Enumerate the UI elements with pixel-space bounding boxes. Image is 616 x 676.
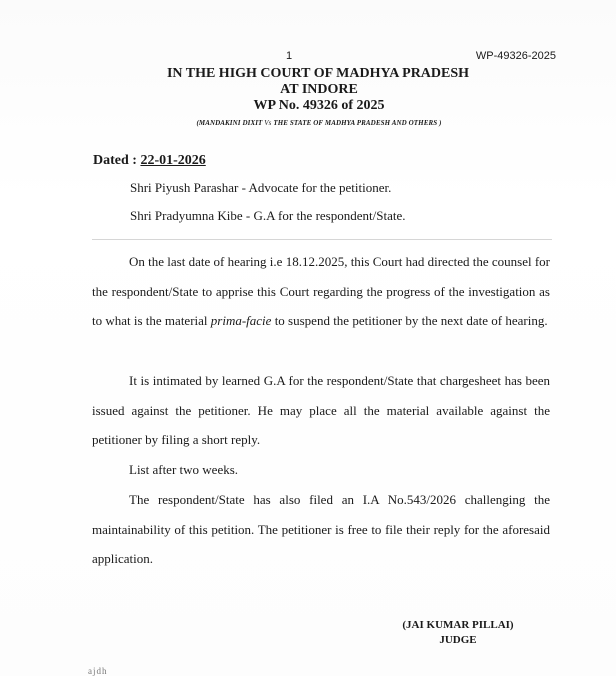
order-date [93, 153, 206, 169]
court-name: IN THE HIGH COURT OF MADHYA PRADESH [166, 66, 470, 81]
paragraph-4-text: The respondent/State has also filed an I.A No.543/2026 challenging the maintainability of this petition. The petitioner is free to file their reply for the aforesaid application. [92, 492, 550, 567]
bench-location: AT INDORE [280, 82, 358, 97]
document-header [0, 66, 616, 127]
order-paragraph-1 [92, 247, 550, 336]
order-paragraph-2 [92, 366, 550, 455]
paragraph-2-text: It is intimated by learned G.A for the respondent/State that chargesheet has been issued against the petitioner. He may place all the material available against the petitioner by filing a short reply. [92, 373, 550, 448]
versus-label: Vs [262, 119, 274, 127]
typist-initials: ajdh [88, 666, 108, 676]
respondent-appearance: Shri Pradyumna Kibe - G.A for the respondent/State. [130, 208, 406, 223]
dated-value: 22-01-2026 [140, 153, 206, 168]
divider-line [92, 239, 552, 240]
petitioner-appearance: Shri Piyush Parashar - Advocate for the petitioner. [130, 180, 392, 195]
judge-title: JUDGE [439, 634, 477, 646]
paragraph-1-text-end: to suspend the petitioner by the next date of hearing. [271, 313, 548, 329]
page-number: 1 [286, 50, 293, 62]
dated-label: Dated : [93, 153, 141, 168]
order-paragraph-4 [92, 485, 550, 574]
judge-name: (JAI KUMAR PILLAI) [402, 619, 514, 631]
judge-signature-block [390, 618, 526, 648]
case-number: WP No. 49326 of 2025 [253, 98, 385, 113]
petitioner-party: (MANDAKINI DIXIT [196, 119, 263, 127]
prima-facie-italic: prima-facie [210, 313, 272, 329]
order-paragraph-3: List after two weeks. [129, 462, 239, 477]
paragraph-1-text-start: On the last date of hearing i.e 18.12.2025, this Court had directed the counsel for the respondent/State to apprise this Court regarding the progress of the investigation as to what is the material [92, 254, 550, 329]
case-reference: WP-49326-2025 [475, 50, 556, 62]
respondent-party: THE STATE OF MADHYA PRADESH AND OTHERS ) [273, 119, 442, 127]
parties-line [22, 119, 616, 127]
